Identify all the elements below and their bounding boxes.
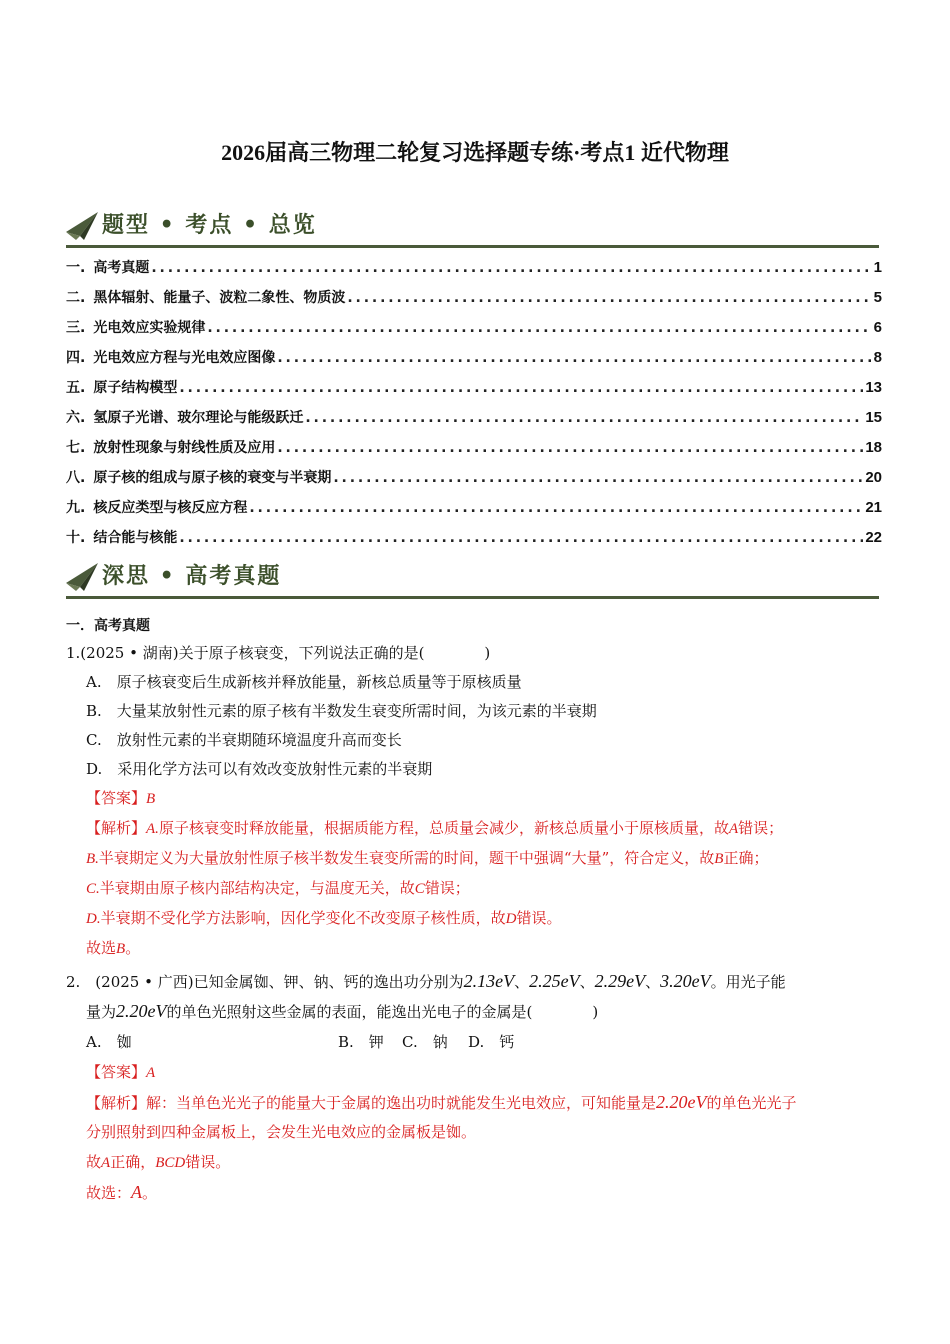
subsection-heading: 一．高考真题 bbox=[66, 618, 150, 634]
toc-page: 21 bbox=[865, 499, 882, 516]
toc-item[interactable] bbox=[66, 377, 882, 407]
toc-text: 光电效应实验规律 bbox=[93, 320, 206, 336]
q1-stem: 1.(2025 • 湖南)关于原子核衰变，下列说法正确的是( ) bbox=[66, 644, 491, 662]
toc-num: 八. bbox=[66, 470, 86, 486]
conclusion-text: 故选： bbox=[86, 1184, 132, 1202]
section-rule bbox=[66, 596, 879, 599]
analysis-text: 半衰期由原子核内部结构决定，与温度无关，故 bbox=[99, 879, 415, 897]
toc-num: 六. bbox=[66, 410, 86, 426]
answer-label: 【答案】 bbox=[86, 1063, 147, 1081]
analysis-text: 解：当单色光光子的能量大于金属的逸出功时就能发生光电效应，可知能量是 bbox=[146, 1094, 657, 1112]
analysis-tail: 错误； bbox=[424, 879, 470, 897]
toc-text: 光电效应方程与光电效应图像 bbox=[93, 350, 276, 366]
analysis-text: 的单色光光子 bbox=[706, 1094, 797, 1112]
analysis-key: C. bbox=[86, 881, 100, 897]
toc-text: 原子核的组成与原子核的衰变与半衰期 bbox=[93, 470, 332, 486]
toc-num: 三. bbox=[66, 320, 86, 336]
analysis-key: B. bbox=[86, 851, 99, 867]
q1-analysis-c bbox=[86, 874, 470, 904]
toc-num: 一. bbox=[66, 260, 86, 276]
q1-option-a[interactable]: A. 原子核衰变后生成新核并释放能量，新核总质量等于原核质量 bbox=[86, 673, 522, 691]
q2-option-d[interactable]: D. 钙 bbox=[468, 1033, 515, 1051]
analysis-key: A bbox=[728, 821, 739, 837]
q2-option-c[interactable]: C. 钠 bbox=[402, 1033, 448, 1051]
paper-plane-icon bbox=[66, 563, 98, 591]
analysis-text: 故 bbox=[86, 1153, 102, 1171]
analysis-text: 正确， bbox=[110, 1153, 156, 1171]
analysis-tail: 正确； bbox=[723, 849, 769, 867]
toc-num: 四. bbox=[66, 350, 86, 366]
analysis-text: 半衰期不受化学方法影响，因化学变化不改变原子核性质，故 bbox=[100, 909, 506, 927]
q2-option-a[interactable]: A. 铷 bbox=[86, 1033, 132, 1051]
table-of-contents bbox=[66, 257, 882, 557]
q2-value: 2.13 bbox=[463, 971, 496, 991]
analysis-tail: 错误； bbox=[738, 819, 784, 837]
q1-answer bbox=[86, 784, 155, 814]
analysis-key: B bbox=[714, 851, 724, 867]
q2-value: 2.29 bbox=[594, 971, 627, 991]
toc-leader bbox=[151, 260, 871, 276]
toc-leader bbox=[249, 500, 863, 516]
q1-option-b[interactable]: B. 大量某放射性元素的原子核有半数发生衰变所需时间，为该元素的半衰期 bbox=[86, 702, 597, 720]
q2-stem-text: 量为 bbox=[86, 1003, 117, 1021]
toc-item[interactable] bbox=[66, 317, 882, 347]
q2-option-b[interactable]: B. 钾 bbox=[338, 1033, 384, 1051]
analysis-key: A. bbox=[146, 821, 159, 837]
q2-unit: eV bbox=[691, 971, 711, 991]
q2-analysis-line1 bbox=[86, 1088, 797, 1118]
toc-item[interactable] bbox=[66, 407, 882, 437]
toc-page: 1 bbox=[873, 259, 882, 276]
q1-analysis-b bbox=[86, 844, 768, 874]
analysis-key: BCD bbox=[155, 1155, 186, 1171]
toc-leader bbox=[333, 470, 863, 486]
q1-option-c[interactable]: C. 放射性元素的半衰期随环境温度升高而变长 bbox=[86, 731, 402, 749]
q2-unit: eV bbox=[147, 1001, 167, 1021]
conclusion-tail: 。 bbox=[125, 939, 141, 957]
analysis-label: 【解析】 bbox=[86, 1094, 147, 1112]
toc-item[interactable] bbox=[66, 347, 882, 377]
toc-page: 20 bbox=[865, 469, 882, 486]
analysis-label: 【解析】 bbox=[86, 819, 147, 837]
toc-num: 二. bbox=[66, 290, 86, 306]
toc-text: 原子结构模型 bbox=[93, 380, 178, 396]
q2-stem-text: 。用光子能 bbox=[710, 973, 786, 991]
analysis-key: D. bbox=[86, 911, 101, 927]
section-header-overview bbox=[66, 208, 879, 248]
toc-item[interactable] bbox=[66, 257, 882, 287]
toc-leader bbox=[305, 410, 863, 426]
section-label: 深思 • 高考真题 bbox=[102, 563, 282, 589]
toc-page: 5 bbox=[873, 289, 882, 306]
toc-text: 氢原子光谱、玻尔理论与能级跃迁 bbox=[93, 410, 304, 426]
q2-value: 2.25 bbox=[529, 971, 561, 991]
toc-page: 13 bbox=[865, 379, 882, 396]
q2-unit: eV bbox=[560, 971, 580, 991]
toc-item[interactable] bbox=[66, 287, 882, 317]
toc-leader bbox=[277, 440, 863, 456]
toc-text: 放射性现象与射线性质及应用 bbox=[93, 440, 276, 456]
q2-unit: eV bbox=[687, 1092, 707, 1112]
answer-value: B bbox=[146, 791, 156, 807]
q2-stem-line1: 2. (2025 • 广西)已知金属铷、钾、钠、钙的逸出功分别为2.13eV、2.25eV、2.29eV、3.20eV。用光子能 bbox=[66, 971, 786, 991]
toc-leader bbox=[207, 320, 871, 336]
toc-num: 五. bbox=[66, 380, 86, 396]
q2-energy: 2.20 bbox=[656, 1092, 688, 1112]
q2-conclusion bbox=[86, 1178, 157, 1208]
toc-leader bbox=[179, 380, 863, 396]
conclusion-tail: 。 bbox=[142, 1184, 158, 1202]
toc-item[interactable] bbox=[66, 497, 882, 527]
conclusion-key: A bbox=[131, 1182, 143, 1202]
analysis-text: 半衰期定义为大量放射性原子核半数发生衰变所需的时间，题干中强调“大量”，符合定义，故 bbox=[98, 849, 715, 867]
q2-answer bbox=[86, 1058, 155, 1088]
answer-label: 【答案】 bbox=[86, 789, 147, 807]
analysis-key: D bbox=[505, 911, 517, 927]
answer-value: A bbox=[146, 1065, 156, 1081]
analysis-text: 原子核衰变时释放能量，根据质能方程，总质量会减少，新核总质量小于原核质量，故 bbox=[158, 819, 729, 837]
toc-page: 8 bbox=[873, 349, 882, 366]
q2-stem-text: 的单色光照射这些金属的表面，能逸出光电子的金属是( ) bbox=[166, 1003, 599, 1021]
toc-num: 十. bbox=[66, 530, 86, 546]
toc-text: 核反应类型与核反应方程 bbox=[93, 500, 248, 516]
q2-analysis-line2: 分别照射到四种金属板上，会发生光电效应的金属板是铷。 bbox=[86, 1123, 477, 1141]
toc-page: 15 bbox=[865, 409, 882, 426]
toc-num: 九. bbox=[66, 500, 86, 516]
page-title: 2026届高三物理二轮复习选择题专练·考点1 近代物理 bbox=[221, 140, 729, 165]
toc-page: 6 bbox=[873, 319, 882, 336]
q2-stem-line2 bbox=[86, 997, 598, 1027]
toc-text: 高考真题 bbox=[93, 260, 150, 276]
section-header-exam bbox=[66, 559, 879, 599]
analysis-key: C bbox=[414, 881, 425, 897]
q2-stem-text: 2. (2025 • 广西)已知金属铷、钾、钠、钙的逸出功分别为 bbox=[66, 973, 464, 991]
toc-item[interactable] bbox=[66, 527, 882, 557]
toc-text: 结合能与核能 bbox=[93, 530, 178, 546]
toc-leader bbox=[277, 350, 871, 366]
q2-value: 3.20 bbox=[660, 971, 692, 991]
q2-unit: eV bbox=[626, 971, 646, 991]
section-rule bbox=[66, 245, 879, 248]
q2-energy: 2.20 bbox=[116, 1001, 148, 1021]
toc-leader bbox=[347, 290, 871, 306]
toc-page: 18 bbox=[865, 439, 882, 456]
paper-plane-icon bbox=[66, 212, 98, 240]
conclusion-text: 故选 bbox=[86, 939, 117, 957]
q1-option-d[interactable]: D. 采用化学方法可以有效改变放射性元素的半衰期 bbox=[86, 760, 433, 778]
toc-page: 22 bbox=[865, 529, 882, 546]
toc-num: 七. bbox=[66, 440, 86, 456]
q2-analysis-line3 bbox=[86, 1148, 230, 1178]
conclusion-key: B bbox=[116, 941, 126, 957]
analysis-tail: 错误。 bbox=[516, 909, 562, 927]
q2-unit: eV bbox=[495, 971, 515, 991]
toc-item[interactable] bbox=[66, 437, 882, 467]
toc-leader bbox=[179, 530, 863, 546]
q1-analysis-a bbox=[86, 814, 783, 844]
analysis-text: 错误。 bbox=[185, 1153, 231, 1171]
q1-conclusion bbox=[86, 934, 140, 964]
q1-analysis-d bbox=[86, 904, 561, 934]
section-label: 题型 • 考点 • 总览 bbox=[102, 212, 317, 238]
toc-text: 黑体辐射、能量子、波粒二象性、物质波 bbox=[93, 290, 346, 306]
toc-item[interactable] bbox=[66, 467, 882, 497]
analysis-key: A bbox=[101, 1155, 111, 1171]
